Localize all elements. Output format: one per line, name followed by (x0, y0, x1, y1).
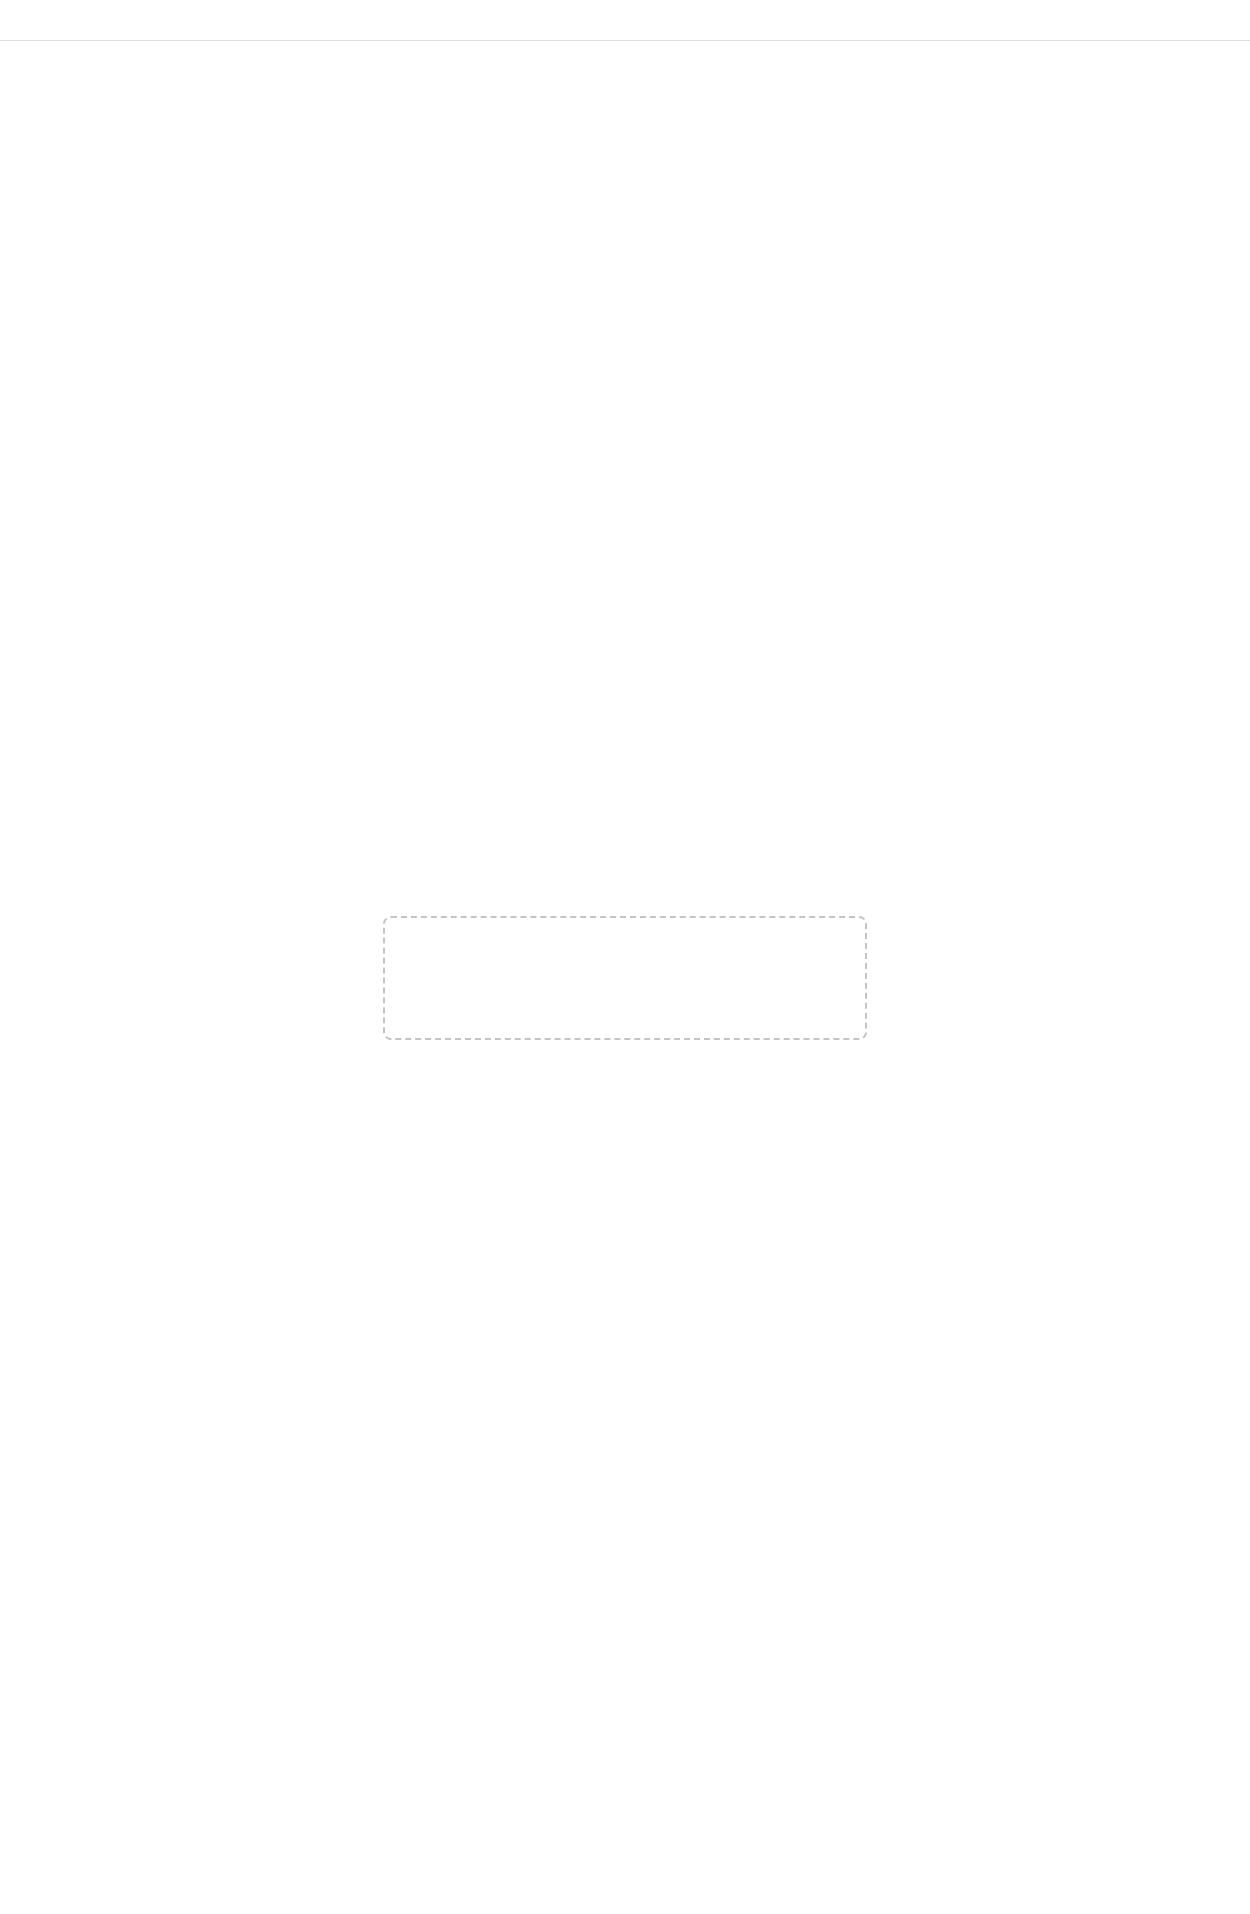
main-content (0, 41, 1250, 1914)
title-bar (0, 0, 1250, 41)
content-placeholder (383, 916, 867, 1040)
